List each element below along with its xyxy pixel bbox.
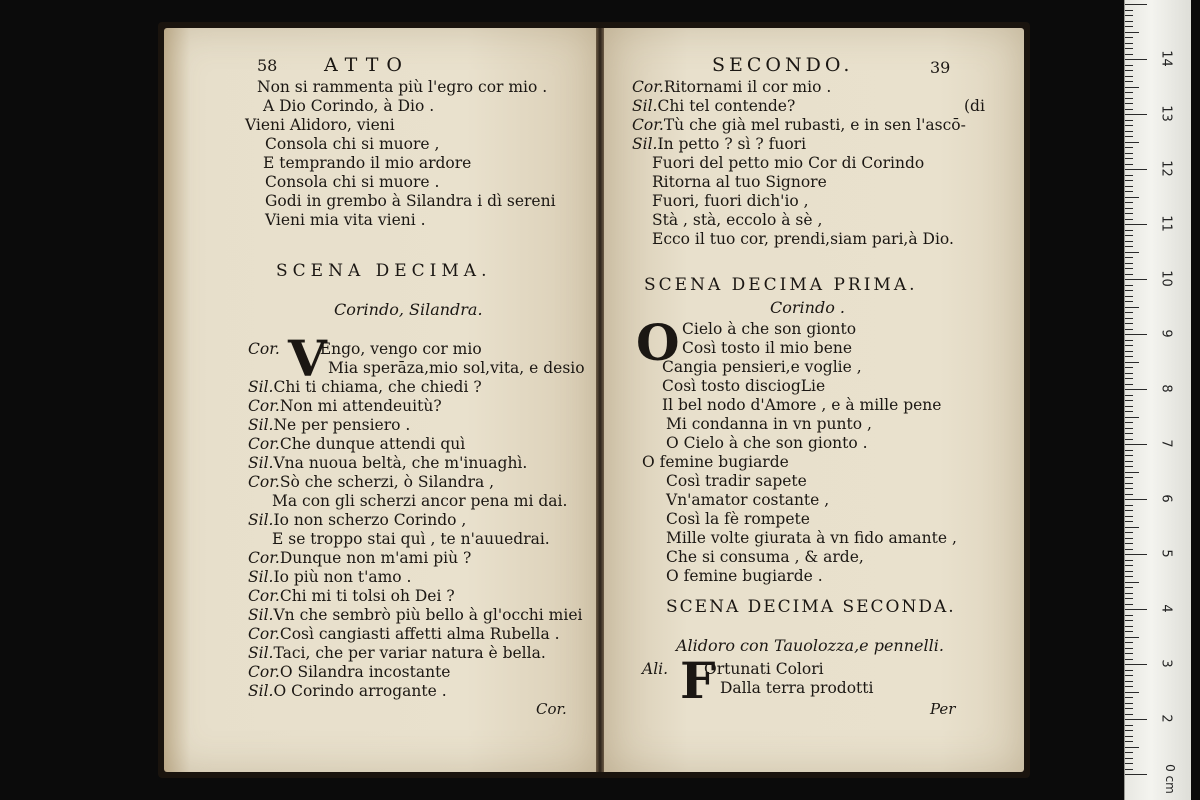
ruler-tick	[1125, 417, 1139, 418]
ruler-number: 3	[1158, 659, 1174, 668]
speaker-label: Cor.	[248, 473, 280, 491]
ruler-tick	[1125, 76, 1133, 77]
speaker-label: Sil.	[632, 97, 658, 115]
left-running-head: ATTO	[324, 54, 410, 76]
ruler-tick	[1125, 769, 1133, 770]
ruler-tick	[1125, 301, 1133, 302]
right-running-head: SECONDO.	[712, 54, 854, 76]
ruler-tick	[1125, 565, 1133, 566]
verse-line: A Dio Corindo, à Dio .	[263, 97, 435, 115]
ruler-tick	[1125, 758, 1133, 759]
ruler-tick	[1125, 136, 1133, 137]
ruler-tick	[1125, 637, 1139, 638]
scene-cast: Alidoro con Tauolozza,e pennelli.	[676, 636, 944, 655]
ruler-tick	[1125, 257, 1133, 258]
ruler-tick	[1125, 686, 1133, 687]
ruler-tick	[1125, 725, 1133, 726]
ruler-tick	[1125, 153, 1133, 154]
speaker-label: Sil.	[248, 378, 274, 396]
ruler-tick	[1125, 21, 1133, 22]
right-closing	[642, 660, 873, 698]
ruler-tick	[1125, 538, 1133, 539]
book-gutter	[596, 28, 604, 772]
speaker-label: Sil.	[248, 606, 274, 624]
ruler-tick	[1125, 527, 1139, 528]
verse-line: Cangia pensieri,e voglie ,	[662, 358, 862, 376]
ruler-number: 8	[1158, 384, 1174, 393]
left-page	[164, 28, 596, 772]
drop-cap: V	[288, 329, 327, 388]
dialogue-line: Ma con gli scherzi ancor pena mi dai.	[272, 492, 568, 510]
ruler-tick	[1125, 576, 1133, 577]
ruler-tick	[1125, 472, 1139, 473]
ruler-tick	[1125, 510, 1133, 511]
drop-cap: F	[680, 651, 716, 710]
ruler-tick	[1125, 252, 1139, 253]
verse-line: Godi in grembo à Silandra i dì sereni	[265, 192, 556, 210]
ruler-tick	[1125, 356, 1133, 357]
ruler-tick	[1125, 362, 1139, 363]
speaker-label: Sil.	[248, 511, 274, 529]
ruler-tick	[1125, 714, 1133, 715]
ruler-tick	[1125, 43, 1133, 44]
ruler-tick	[1125, 400, 1133, 401]
ruler-tick	[1125, 466, 1133, 467]
ruler-tick	[1125, 329, 1133, 330]
ruler-tick	[1125, 659, 1133, 660]
scene-heading-decima-prima: SCENA DECIMA PRIMA.	[644, 275, 918, 295]
dialogue-line: E se troppo stai quì , te n'auuedrai.	[272, 530, 550, 548]
ruler-tick	[1125, 631, 1133, 632]
scene-heading-decima: SCENA DECIMA.	[276, 261, 492, 281]
verse-line: Il bel nodo d'Amore , e à mille pene	[662, 396, 942, 414]
ruler-tick	[1125, 351, 1133, 352]
ruler-tick	[1125, 747, 1139, 748]
right-dialogue-top: Cor.Ritornami il cor mio . Sil.Chi tel contende? (di Cor.Tù che già mel rubasti, e in sen l'ascō- Sil.In petto ? sì ? fuori Fuori del petto mio Cor di Corindo Ritorna al tuo Signore Fuori, fuori dich'io , Stà , stà, eccolo à sè , Ecco il tuo cor, prendi,siam pari,à Dio.	[632, 78, 985, 248]
dialogue-line: Che dunque attendi quì	[279, 435, 466, 453]
verse-line: Vieni mia vita vieni .	[265, 211, 426, 229]
ruler-tick	[1125, 571, 1133, 572]
ruler-tick	[1125, 48, 1133, 49]
verse-line: Non si rammenta più l'egro cor mio .	[257, 78, 548, 96]
dialogue-line: Tù che già mel rubasti, e in sen l'ascō-	[663, 116, 966, 134]
ruler-tick	[1125, 164, 1133, 165]
verse-line: Consola chi si muore .	[265, 173, 440, 191]
ruler-tick	[1125, 560, 1133, 561]
dialogue-line: Ortunati Colori	[704, 660, 824, 678]
ruler-tick	[1125, 378, 1133, 379]
verse-line: Così tosto il mio bene	[682, 339, 853, 357]
dialogue-line: Chi tel contende?	[657, 97, 796, 115]
speaker-label: Cor.	[248, 549, 280, 567]
dialogue-line: Engo, vengo cor mio	[319, 340, 482, 358]
dialogue-line: Ritornami il cor mio .	[663, 78, 832, 96]
ruler-unit-label: 0 cm	[1162, 764, 1177, 794]
dialogue-line: Così cangiasti affetti alma Rubella .	[279, 625, 560, 643]
dialogue-line: Mia sperāza,mio sol,vita, e desio	[328, 359, 585, 377]
dialogue-line: In petto ? sì ? fuori	[657, 135, 807, 153]
ruler-tick	[1125, 763, 1133, 764]
ruler-tick	[1125, 268, 1133, 269]
catchword: Per	[930, 700, 956, 718]
ruler-tick	[1125, 648, 1133, 649]
ruler-tick	[1125, 675, 1133, 676]
left-page-number: 58	[257, 56, 278, 75]
ruler-tick	[1125, 81, 1133, 82]
ruler-tick	[1125, 395, 1133, 396]
ruler-tick	[1125, 664, 1147, 665]
dialogue-line: Io più non t'amo .	[273, 568, 412, 586]
drop-cap: O	[636, 313, 680, 372]
ruler-tick	[1125, 620, 1133, 621]
ruler-tick	[1125, 345, 1133, 346]
ruler-number: 11	[1158, 215, 1174, 232]
ruler-tick	[1125, 411, 1133, 412]
verse-line: Mi condanna in vn punto ,	[666, 415, 872, 433]
ruler-tick	[1125, 92, 1133, 93]
ruler-tick	[1125, 235, 1133, 236]
ruler-tick	[1125, 670, 1133, 671]
open-book	[158, 22, 1030, 778]
ruler-tick	[1125, 532, 1133, 533]
ruler-tick	[1125, 158, 1133, 159]
ruler-tick	[1125, 323, 1133, 324]
dialogue-line: Io non scherzo Corindo ,	[273, 511, 467, 529]
ruler-tick	[1125, 197, 1139, 198]
ruler-tick	[1125, 334, 1147, 335]
ruler-number: 13	[1158, 105, 1174, 122]
ruler-tick	[1125, 428, 1133, 429]
ruler-tick	[1125, 318, 1133, 319]
ruler-tick	[1125, 312, 1133, 313]
ruler-tick	[1125, 719, 1147, 720]
ruler-tick	[1125, 604, 1133, 605]
ruler-number: 12	[1158, 160, 1174, 177]
ruler-tick	[1125, 653, 1133, 654]
ruler-tick	[1125, 274, 1133, 275]
ruler-tick	[1125, 142, 1139, 143]
ruler-tick	[1125, 681, 1133, 682]
speaker-label: Cor.	[248, 587, 280, 605]
ruler-tick	[1125, 65, 1133, 66]
ruler-tick	[1125, 444, 1147, 445]
measurement-ruler	[1124, 0, 1191, 800]
dialogue-line: Sò che scherzi, ò Silandra ,	[279, 473, 495, 491]
ruler-tick	[1125, 582, 1139, 583]
ruler-tick	[1125, 389, 1147, 390]
ruler-tick	[1125, 32, 1139, 33]
ruler-tick	[1125, 499, 1147, 500]
ruler-tick	[1125, 114, 1147, 115]
speaker-label: Sil.	[248, 568, 274, 586]
ruler-tick	[1125, 488, 1133, 489]
ruler-tick	[1125, 120, 1133, 121]
ruler-tick	[1125, 626, 1133, 627]
ruler-tick	[1125, 98, 1133, 99]
ruler-tick	[1125, 224, 1147, 225]
ruler-tick	[1125, 70, 1133, 71]
dialogue-line: Vn che sembrò più bello à gl'occhi miei	[273, 606, 583, 624]
ruler-tick	[1125, 37, 1133, 38]
ruler-tick	[1125, 505, 1133, 506]
left-verse-top	[245, 78, 556, 230]
ruler-tick	[1125, 774, 1147, 775]
ruler-tick	[1125, 213, 1133, 214]
ruler-tick	[1125, 593, 1133, 594]
ruler-tick	[1125, 373, 1133, 374]
ruler-number: 9	[1158, 329, 1174, 338]
verse-line: Consola chi si muore ,	[265, 135, 440, 153]
ruler-tick	[1125, 54, 1133, 55]
ruler-tick	[1125, 439, 1133, 440]
verse-line: Che si consuma , & arde,	[666, 548, 864, 566]
dialogue-line: Chi ti chiama, che chiedi ?	[273, 378, 482, 396]
ruler-tick	[1125, 169, 1147, 170]
speaker-label: Cor.	[632, 116, 664, 134]
verse-line: Così tosto disciogLie	[662, 377, 826, 395]
speaker-label: Cor.	[248, 435, 280, 453]
verse-line: Cielo à che son gionto	[682, 320, 857, 338]
ruler-tick	[1125, 208, 1133, 209]
dialogue-line: Dunque non m'ami più ?	[279, 549, 472, 567]
ruler-number: 2	[1158, 714, 1174, 723]
right-monologue	[642, 320, 957, 586]
dialogue-line: O Silandra incostante	[279, 663, 451, 681]
ruler-tick	[1125, 521, 1133, 522]
ruler-tick	[1125, 290, 1133, 291]
speaker-label: Sil.	[248, 454, 274, 472]
dialogue-line: Vna nuoua beltà, che m'inuaghì.	[273, 454, 528, 472]
ruler-tick	[1125, 730, 1133, 731]
ruler-tick	[1125, 554, 1147, 555]
scene-heading-decima-seconda: SCENA DECIMA SECONDA.	[666, 597, 956, 617]
ruler-tick	[1125, 752, 1133, 753]
ruler-tick	[1125, 191, 1133, 192]
right-page	[604, 28, 1024, 772]
verse-line: Fuori del petto mio Cor di Corindo	[652, 154, 925, 172]
ruler-tick	[1125, 180, 1133, 181]
speaker-label: Cor.	[248, 663, 280, 681]
verse-line: Stà , stà, eccolo à sè ,	[652, 211, 823, 229]
ruler-tick	[1125, 4, 1147, 5]
ruler-tick	[1125, 697, 1133, 698]
verse-line: O femine bugiarde .	[666, 567, 823, 585]
dialogue-line: O Corindo arrogante .	[273, 682, 447, 700]
ruler-tick	[1125, 384, 1133, 385]
verse-line: O femine bugiarde	[642, 453, 789, 471]
scene-cast: Corindo, Silandra.	[334, 300, 483, 319]
ruler-tick	[1125, 202, 1133, 203]
left-dialogue	[248, 340, 585, 701]
verse-line: O Cielo à che son gionto .	[666, 434, 868, 452]
dialogue-line: Chi mi ti tolsi oh Dei ?	[279, 587, 455, 605]
ruler-tick	[1125, 461, 1133, 462]
ruler-tick	[1125, 741, 1133, 742]
ruler-number: 6	[1158, 494, 1174, 503]
verse-line: Così la fè rompete	[666, 510, 810, 528]
ruler-tick	[1125, 186, 1133, 187]
ruler-tick	[1125, 406, 1133, 407]
verse-line: Mille volte giurata à vn fido amante ,	[666, 529, 957, 547]
dialogue-line: Taci, che per variar natura è bella.	[273, 644, 546, 662]
ruler-tick	[1125, 736, 1133, 737]
ruler-tick	[1125, 263, 1133, 264]
ruler-tick	[1125, 230, 1133, 231]
ruler-tick	[1125, 615, 1133, 616]
catchword: Cor.	[536, 700, 567, 718]
ruler-tick	[1125, 279, 1147, 280]
ruler-number: 10	[1158, 270, 1174, 287]
ruler-tick	[1125, 422, 1133, 423]
ruler-tick	[1125, 598, 1133, 599]
ruler-tick	[1125, 15, 1133, 16]
verse-line: Fuori, fuori dich'io ,	[652, 192, 809, 210]
ruler-tick	[1125, 549, 1133, 550]
speaker-label: Sil.	[248, 644, 274, 662]
dialogue-line: Ne per pensiero .	[273, 416, 411, 434]
ruler-tick	[1125, 307, 1139, 308]
ruler-tick	[1125, 246, 1133, 247]
verse-line: Ecco il tuo cor, prendi,siam pari,à Dio.	[652, 230, 954, 248]
ruler-tick	[1125, 103, 1133, 104]
verse-line: Così tradir sapete	[666, 472, 807, 490]
ruler-tick	[1125, 125, 1133, 126]
ruler-tick	[1125, 516, 1133, 517]
verse-line: Ritorna al tuo Signore	[652, 173, 827, 191]
ruler-number: 7	[1158, 439, 1174, 448]
speaker-label: Cor.	[632, 78, 664, 96]
ruler-tick	[1125, 26, 1133, 27]
ruler-tick	[1125, 587, 1133, 588]
speaker-label: Ali.	[642, 660, 669, 678]
ruler-tick	[1125, 450, 1133, 451]
ruler-tick	[1125, 703, 1133, 704]
speaker-label: Sil.	[248, 416, 274, 434]
ruler-number: 4	[1158, 604, 1174, 613]
ruler-tick	[1125, 455, 1133, 456]
dialogue-line: Dalla terra prodotti	[720, 679, 874, 697]
ruler-tick	[1125, 87, 1139, 88]
ruler-tick	[1125, 494, 1133, 495]
ruler-number: 14	[1158, 50, 1174, 67]
ruler-tick	[1125, 477, 1133, 478]
ruler-tick	[1125, 241, 1133, 242]
ruler-tick	[1125, 10, 1133, 11]
ruler-tick	[1125, 367, 1133, 368]
speaker-label: Sil.	[248, 682, 274, 700]
ruler-tick	[1125, 609, 1147, 610]
speaker-label: Cor.	[248, 397, 280, 415]
verse-line: E temprando il mio ardore	[263, 154, 472, 172]
ruler-tick	[1125, 296, 1133, 297]
ruler-tick	[1125, 708, 1133, 709]
ruler-tick	[1125, 483, 1133, 484]
right-page-number: 39	[930, 58, 951, 77]
ruler-tick	[1125, 692, 1139, 693]
speaker-label: Cor.	[248, 625, 280, 643]
ruler-tick	[1125, 543, 1133, 544]
ruler-number: 5	[1158, 549, 1174, 558]
ruler-tick	[1125, 340, 1133, 341]
ruler-tick	[1125, 642, 1133, 643]
scene-cast: Corindo .	[770, 298, 845, 317]
verse-line: Vn'amator costante ,	[666, 491, 830, 509]
dialogue-line: Non mi attendeuitù?	[279, 397, 442, 415]
ruler-tick	[1125, 131, 1133, 132]
ruler-tick	[1125, 59, 1147, 60]
ruler-tick	[1125, 219, 1133, 220]
ruler-tick	[1125, 433, 1133, 434]
speaker-label: Sil.	[632, 135, 658, 153]
ruler-tick	[1125, 285, 1133, 286]
ruler-tick	[1125, 175, 1133, 176]
ruler-tick	[1125, 109, 1133, 110]
verse-line: Vieni Alidoro, vieni	[245, 116, 395, 134]
speaker-label: Cor.	[248, 340, 280, 358]
ruler-tick	[1125, 147, 1133, 148]
